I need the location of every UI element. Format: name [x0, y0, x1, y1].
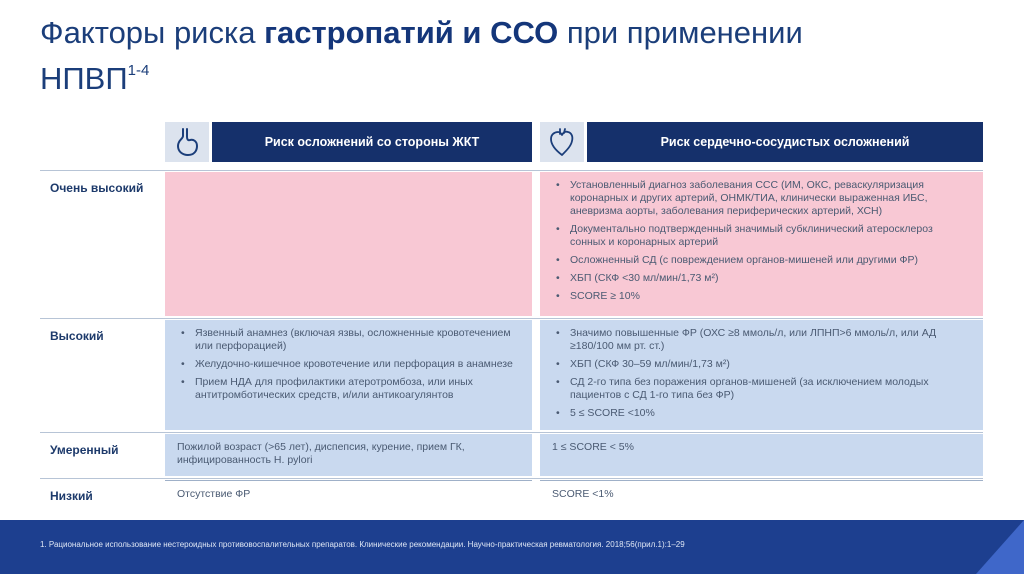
cell-cv-moderate: 1 ≤ SCORE < 5%: [540, 434, 983, 476]
row-label-high: Высокий: [50, 329, 104, 343]
cell-gi-moderate: Пожилой возраст (>65 лет), диспепсия, курение, прием ГК, инфицированность H. pylori: [165, 434, 532, 476]
list-item: • Установленный диагноз заболевания ССС (ИМ, ОКС, реваскуляризация коронарных и других артерий, ОНМК/ТИА, клинически выраженная ИБС, аневризма аорты, заболевания периферических артерий, ХСН): [552, 179, 971, 218]
title-part1: Факторы риска: [40, 15, 265, 50]
list-item: • СД 2-го типа без поражения органов-мишеней (за исключением молодых пациентов с СД 1-го типа без ФР): [552, 376, 971, 402]
cell-gi-very-high: [165, 172, 532, 316]
stomach-icon: [165, 122, 209, 162]
list-item: • Значимо повышенные ФР (ОХС ≥8 ммоль/л, или ЛПНП>6 ммоль/л, или АД ≥180/100 мм рт. ст.): [552, 327, 971, 353]
table-divider: [40, 432, 983, 433]
footer: [0, 520, 1024, 574]
list-item: • ХБП (СКФ 30–59 мл/мин/1,73 м²): [552, 358, 971, 371]
list-item: • Осложненный СД (с повреждением органов-мишеней или другими ФР): [552, 254, 971, 267]
row-label-very-high: Очень высокий: [50, 181, 144, 195]
cv-risk-header: Риск сердечно-сосудистых осложнений: [587, 122, 983, 162]
footer-accent: [976, 520, 1024, 574]
heart-icon: [540, 122, 584, 162]
title-part2: гастропатий и ССО: [264, 15, 559, 50]
title-line2: НПВП: [40, 61, 128, 96]
title-part3: при применении: [558, 15, 803, 50]
list-item: • Документально подтвержденный значимый субклинический атеросклероз сонных и коронарных артерий: [552, 223, 971, 249]
list-item: • ХБП (СКФ <30 мл/мин/1,73 м²): [552, 272, 971, 285]
list-item: • Прием НДА для профилактики атеротромбоза, или иных антитромботических средств, и/или антикоагулянтов: [177, 376, 520, 402]
cell-gi-low: Отсутствие ФР: [165, 480, 532, 510]
cell-cv-high: [540, 320, 983, 430]
gi-risk-header: Риск осложнений со стороны ЖКТ: [212, 122, 532, 162]
table-divider: [40, 478, 983, 479]
row-label-low: Низкий: [50, 489, 93, 503]
footer-reference: 1. Рациональное использование нестероидных противовоспалительных препаратов. Клинические рекомендации. Научно-практическая ревматология. 2018;56(прил.1):1–29: [40, 540, 685, 549]
list-item: • SCORE ≥ 10%: [552, 290, 971, 303]
cell-cv-very-high: [540, 172, 983, 316]
list-item: • Язвенный анамнез (включая язвы, осложненные кровотечением или перфорацией): [177, 327, 520, 353]
table-divider: [40, 318, 983, 319]
title-sup: 1-4: [127, 62, 150, 79]
cell-gi-high: [165, 320, 532, 430]
cell-cv-low: SCORE <1%: [540, 480, 983, 510]
row-label-moderate: Умеренный: [50, 443, 119, 457]
list-item: • 5 ≤ SCORE <10%: [552, 407, 971, 420]
list-item: • Желудочно-кишечное кровотечение или перфорация в анамнезе: [177, 358, 520, 371]
table-divider: [40, 170, 983, 171]
slide-title: [40, 14, 940, 98]
